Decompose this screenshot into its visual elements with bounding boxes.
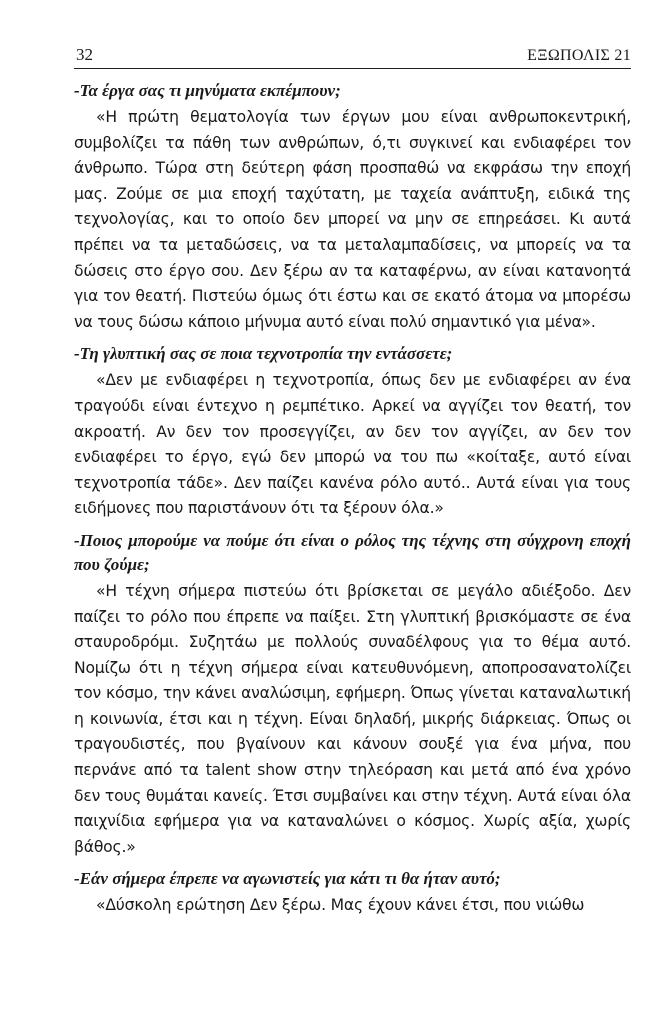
interview-answer: «Δύσκολη ερώτηση Δεν ξέρω. Μας έχουν κάνει έτσι, που νιώθω: [96, 896, 585, 915]
interview-answer: «Η τέχνη σήμερα πιστεύω ότι βρίσκεται σε μεγάλο αδιέξοδο. Δεν παίζει το ρόλο που έπρεπε να παίξει. Στη γλυπτική βρισκόμαστε σε ένα σταυροδρόμι. Συζητάω με πολλούς συναδέλφους για το θέμα αυτό. Νομίζω ότι η τέχνη σήμερα είναι κατευθυνόμενη, αποπροσανατολίζει τον κόσμο, την κάνει αναλώσιμη, εφήμερη. Όπως γίνεται καταναλωτική η κοινωνία, έτσι και η τέχνη. Είναι δηλαδή, μικρής διάρκειας. Όπως οι τραγουδιστές, που βγαίνουν και κάνουν σουξέ για ένα μήνα, που περνάνε από τα talent show στην τηλεόραση και μετά από ένα χρόνο δεν τους θυμάται κανείς. Έτσι συμβαίνει και στην τέχνη. Αυτά είναι όλα παιχνίδια εφήμερα για να καταναλώνει ο κόσμος. Χωρίς αξία, χωρίς βάθος.»: [74, 581, 631, 856]
interview-answer: «Δεν με ενδιαφέρει η τεχνοτροπία, όπως δεν με ενδιαφέρει αν ένα τραγούδι είναι έντεχνο η ρεμπέτικο. Αρκεί να αγγίζει τον θεατή, τον ακροατή. Αν δεν τον προσεγγίζει, αν δεν τον αγγίζει, αν δεν τον ενδιαφέρει το έργο, εγώ δεν μπορώ να του πω «κοίταξε, αυτό είναι τεχνοτροπία τάδε». Δεν παίζει κανένα ρόλο αυτό.. Αυτά είναι για τους ειδήμονες που παριστάνουν ότι τα ξέρουν όλα.»: [74, 371, 631, 518]
qa-section: [74, 342, 631, 522]
interview-question: -Τη γλυπτική σας σε ποια τεχνοτροπία την εντάσσετε;: [74, 344, 453, 364]
interview-question: -Εάν σήμερα έπρεπε να αγωνιστείς για κάτι τι θα ήταν αυτό;: [74, 869, 501, 889]
interview-question: -Ποιος μπορούμε να πούμε ότι είναι ο ρόλος της τέχνης στη σύγχρονη εποχή που ζούμε;: [74, 530, 631, 574]
qa-section: [74, 529, 631, 861]
running-head: ΕΞΩΠΟΛΙΣ 21: [527, 47, 631, 64]
interview-question: -Τα έργα σας τι μηνύματα εκπέμπουν;: [74, 81, 341, 100]
interview-answer: «Η πρώτη θεματολογία των έργων μου είναι ανθρωποκεντρική, συμβολίζει τα πάθη των ανθρώπων, ό,τι συγκινεί και ενδιαφέρει τον άνθρωπο. Τώρα στη δεύτερη φάση προσπαθώ να εκφράσω την εποχή μας. Ζούμε σε μια εποχή ταχύτατη, με ταχεία ανάπτυξη, ειδικά της τεχνολογίας, και το οποίο δεν μπορεί να μην σε επηρεάσει. Κι αυτά πρέπει να τα μεταδώσεις, να τα μεταλαμπαδίσεις, να μπορείς να τα δώσεις στο έργο σου. Δεν ξέρω αν τα καταφέρνω, αν είναι κατανοητά για τον θεατή. Πιστεύω όμως ότι έστω και σε εκατό άτομα να μπορέσω να τους δώσω κάποιο μήνυμα αυτό είναι πολύ σημαντικό για μένα».: [74, 108, 631, 331]
qa-section: [74, 79, 631, 335]
page-header: [74, 40, 631, 69]
qa-section: [74, 867, 631, 919]
page-number: 32: [76, 45, 93, 64]
